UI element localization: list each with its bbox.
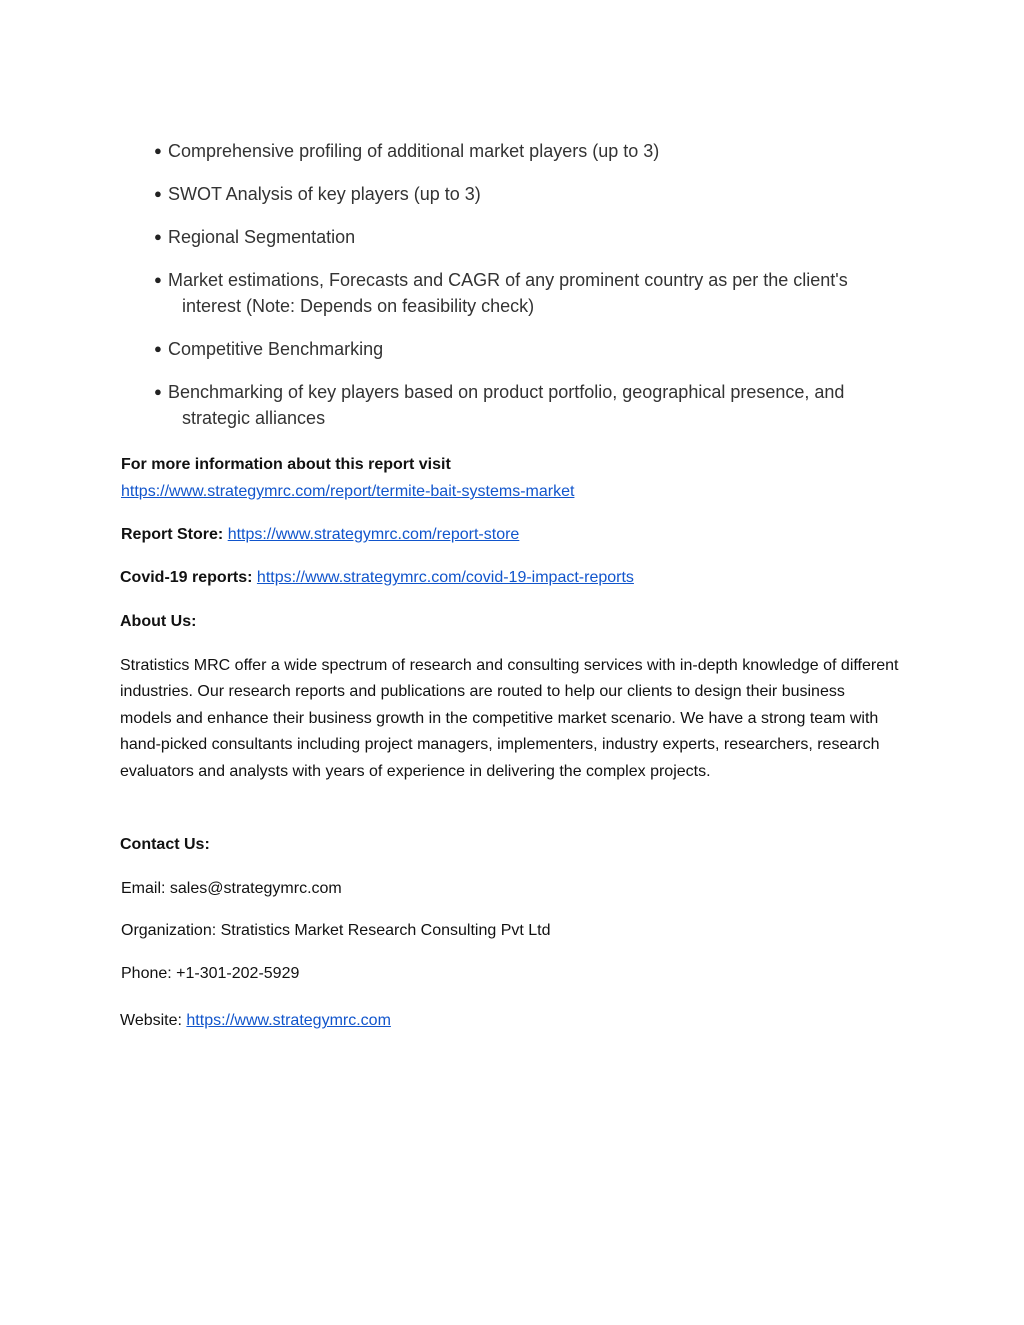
bullet-dot-icon: ● [154,341,162,356]
bullet-item [154,379,894,431]
bullet-dot-icon: ● [154,272,162,287]
website-label: Website: [120,1012,182,1029]
covid-label: Covid-19 reports: [120,569,253,586]
contact-heading: Contact Us: [120,836,210,853]
bullet-text: Benchmarking of key players based on product portfolio, geographical presence, and [168,382,845,402]
bullet-text-continued: interest (Note: Depends on feasibility check) [182,296,535,316]
bullet-item [154,181,894,207]
bullet-text: Competitive Benchmarking [168,339,384,359]
contact-website-line [120,1011,900,1031]
bullet-dot-icon: ● [154,229,162,244]
contact-phone: Phone: +1-301-202-5929 [121,965,300,982]
bullet-item [154,138,894,164]
bullet-item [154,224,894,250]
bullet-dot-icon: ● [154,186,162,201]
contact-organization: Organization: Stratistics Market Research Consulting Pvt Ltd [121,922,551,939]
more-info-label: For more information about this report visit [121,456,451,473]
bullet-item [154,336,894,362]
bullet-text: Market estimations, Forecasts and CAGR of any prominent country as per the client's [168,270,848,290]
website-link[interactable]: https://www.strategymrc.com [186,1012,391,1029]
about-heading: About Us: [120,613,197,630]
more-info-line [121,482,901,502]
contact-email: Email: sales@strategymrc.com [121,880,342,897]
covid-reports-link[interactable]: https://www.strategymrc.com/covid-19-impact-reports [256,569,634,586]
report-link[interactable]: https://www.strategymrc.com/report/termite-bait-systems-market [121,483,575,500]
bullet-text: Comprehensive profiling of additional market players (up to 3) [168,141,660,161]
covid-line [120,568,900,588]
report-store-label: Report Store: [121,526,224,543]
bullet-dot-icon: ● [154,143,162,158]
bullet-item [154,267,894,319]
bullet-text: SWOT Analysis of key players (up to 3) [168,184,481,204]
report-store-link[interactable]: https://www.strategymrc.com/report-store [227,526,520,543]
report-store-line [121,525,901,545]
bullet-text-continued: strategic alliances [182,408,326,428]
feature-bullet-list [154,138,894,448]
bullet-text: Regional Segmentation [168,227,356,247]
about-paragraph: Stratistics MRC offer a wide spectrum of research and consulting services with in-depth knowledge of different industries. Our research reports and publications are routed to help our clients to design their business models and enhance their business growth in the competitive market scenario. We have a strong team with hand-picked consultants including project managers, implementers, industry experts, researchers, research evaluators and analysts with years of experience in delivering the complex projects. [120,657,899,780]
bullet-dot-icon: ● [154,384,162,399]
